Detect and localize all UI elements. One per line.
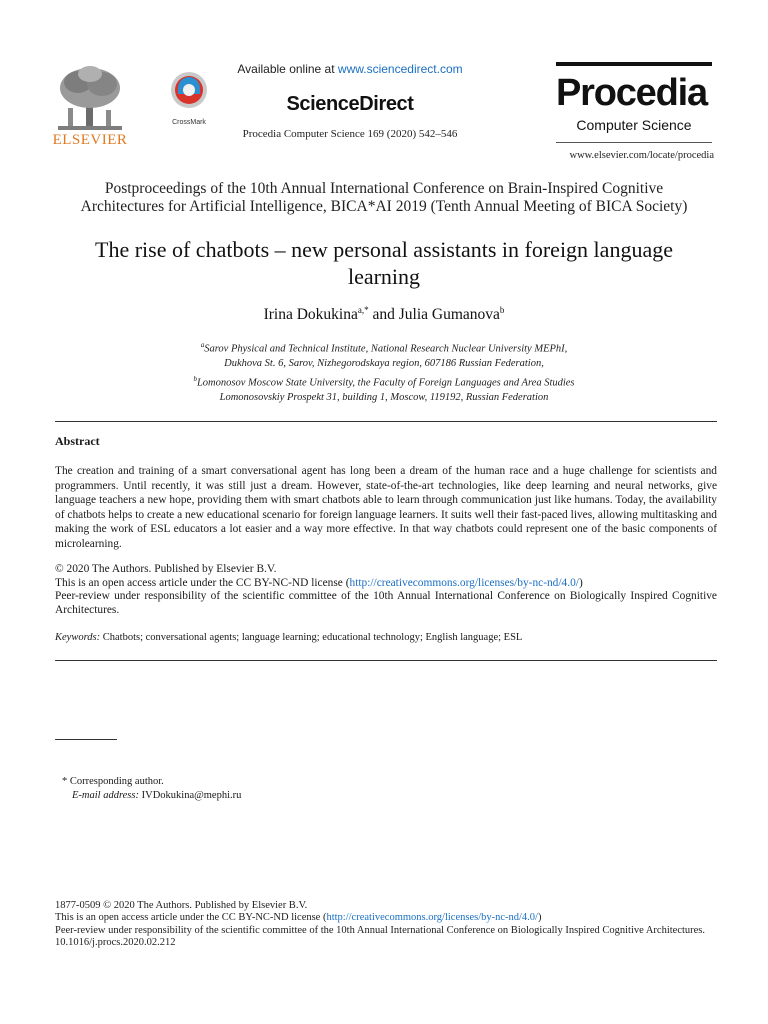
abstract-peer-review: Peer-review under responsibility of the scientific committee of the 10th Annual International Conference on Biologically Inspired Cognitive Architectures. (55, 590, 717, 616)
affiliations (40, 338, 728, 405)
bottom-info (55, 900, 717, 949)
sciencedirect-link[interactable]: www.sciencedirect.com (337, 62, 463, 76)
authors (40, 305, 728, 324)
journal-reference: Procedia Computer Science 169 (2020) 542–546 (242, 128, 458, 140)
author-1-affil: a,* (357, 305, 369, 315)
crossmark-badge[interactable] (166, 70, 212, 126)
sciencedirect-wordmark: ScienceDirect (286, 93, 414, 115)
abstract-bottom-rule (55, 660, 717, 661)
bottom-license-line: This is an open access article under the CC BY-NC-ND license (http://creativecommons.org/licenses/by-nc-nd/4.0/) (55, 912, 542, 924)
elsevier-wordmark: ELSEVIER (52, 132, 128, 148)
abstract-copyright: © 2020 The Authors. Published by Elsevier B.V. (55, 563, 277, 575)
conference-line-1: Postproceedings of the 10th Annual International Conference on Brain-Inspired Cognitive (104, 180, 664, 197)
footnote-rule (55, 739, 117, 740)
email-line (62, 789, 241, 803)
procedia-title: Procedia (556, 72, 707, 114)
author-1: Irina Dokukina (263, 306, 358, 324)
keywords (55, 632, 717, 643)
doi[interactable]: 10.1016/j.procs.2020.02.212 (55, 936, 176, 948)
abstract-license (55, 563, 717, 617)
conference-line-2: Architectures for Artificial Intelligence, BICA*AI 2019 (Tenth Annual Meeting of BICA Society) (80, 198, 688, 215)
bottom-peer-review: Peer-review under responsibility of the scientific committee of the 10th Annual International Conference on Biologically Inspired Cognitive Architectures. (55, 924, 706, 936)
affiliation-b-line-2: Lomonosovskiy Prospekt 31, building 1, Moscow, 119192, Russian Federation (219, 391, 549, 403)
abstract-top-rule (55, 421, 717, 422)
author-joiner: and (368, 306, 399, 324)
conference-name (40, 180, 728, 216)
author-2-affil: b (499, 305, 505, 315)
title-line-2: learning (347, 264, 421, 289)
affiliation-a-marker: a (200, 341, 205, 349)
abstract-heading: Abstract (55, 434, 100, 448)
available-online (220, 62, 480, 76)
paper-title (40, 236, 728, 290)
crossmark-icon (166, 70, 212, 112)
issn-line: 1877-0509 © 2020 The Authors. Published by Elsevier B.V. (55, 900, 308, 911)
corresponding-author: * Corresponding author. (62, 776, 164, 787)
affiliation-b-marker: b (193, 374, 197, 383)
affiliation-b-line-1: $^b$Lomonosov Moscow State University, the Faculty of Foreign Languages and Area Studies (193, 374, 575, 388)
keywords-label: Keywords: (55, 632, 101, 643)
crossmark-label: CrossMark (172, 119, 206, 126)
procedia-subtitle: Computer Science (576, 117, 692, 133)
affiliation-a-line-2: Dukhova St. 6, Sarov, Nizhegorodskaya region, 607186 Russian Federation, (224, 358, 544, 369)
procedia-logo (556, 62, 712, 136)
author-2: Julia Gumanova (398, 306, 500, 324)
affiliation-a-line-1: $^a$Sarov Physical and Technical Institute, National Research Nuclear University MEPhI, (200, 341, 568, 355)
email-address[interactable]: IVDokukina@mephi.ru (138, 790, 242, 801)
abstract-license-line: This is an open access article under the CC BY-NC-ND license (http://creativecommons.org/licenses/by-nc-nd/4.0/) (55, 576, 583, 589)
bottom-license-link[interactable]: http://creativecommons.org/licenses/by-nc-nd/4.0/ (326, 912, 538, 924)
abstract-body: The creation and training of a smart conversational agent has long been a dream of the human race and a huge challenge for scientists and programmers. Until recently, it was still just a dream. However, state-of-the-art technologies, like deep learning and neural networks, give language teachers a new hope, providing them with smart chatbots able to learn through communication just like humans. Today, the availability of chatbots helps to create a new educational scenario for foreign language learners. It suits well their fast-paced lives, allowing multitasking and making the work of ESL educators a lot easier and a way more effective. In that way chatbots could represent one of the basic components of microlearning. (55, 465, 717, 550)
title-line-1: The rise of chatbots – new personal assistants in foreign language (95, 237, 673, 262)
available-online-prefix: Available online at (237, 62, 338, 76)
license-link[interactable]: http://creativecommons.org/licenses/by-nc-nd/4.0/ (349, 576, 579, 589)
journal-url[interactable]: www.elsevier.com/locate/procedia (569, 150, 714, 161)
procedia-divider (556, 142, 712, 143)
email-label: E-mail address: (72, 790, 139, 801)
footnote (62, 775, 241, 803)
keywords-list: Chatbots; conversational agents; language learning; educational technology; English language; ESL (100, 632, 523, 643)
